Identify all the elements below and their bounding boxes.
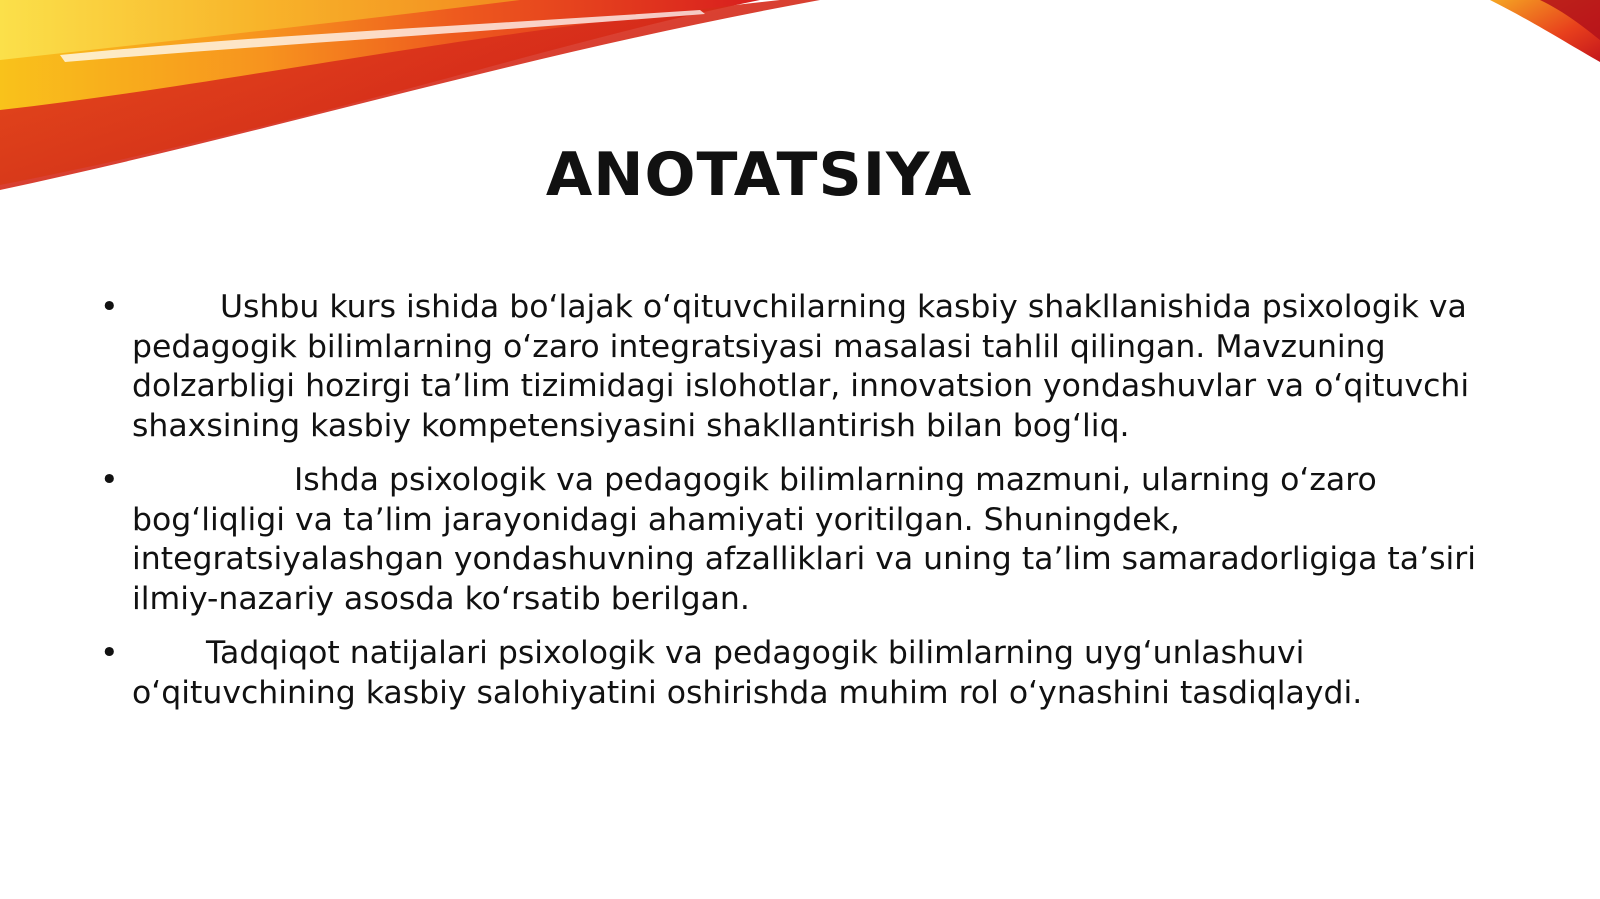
decorative-swoosh-banner: [0, 0, 1600, 260]
bullet-text: Ushbu kurs ishida boʻlajak oʻqituvchilarning kasbiy shakllanishida psixologik va pedagogik bilimlarning oʻzaro integratsiyasi masalasi tahlil qilingan. Mavzuning dolzarbligi hozirgi taʼlim tizimidagi islohotlar, innovatsion yondashuvlar va oʻqituvchi shaxsining kasbiy kompetensiyasini shakllantirish bilan bogʻliq.: [132, 289, 1470, 444]
bullet-text: Ishda psixologik va pedagogik bilimlarning mazmuni, ularning oʻzaro bogʻliqligi va taʼlim jarayonidagi ahamiyati yoritilgan. Shuningdek, integratsiyalashgan yondashuvning afzalliklari va uning taʼlim samaradorligiga taʼsiri ilmiy-nazariy asosda koʻrsatib berilgan.: [132, 462, 1476, 617]
bullet-list: [100, 288, 1500, 728]
bullet-marker: •: [100, 289, 119, 325]
slide-title: ANOTATSIYA: [545, 140, 973, 210]
bullet-item: [100, 288, 1500, 446]
bullet-marker: •: [100, 635, 119, 671]
bullet-text: Tadqiqot natijalari psixologik va pedagogik bilimlarning uygʻunlashuvi oʻqituvchining kasbiy salohiyatini oshirishda muhim rol oʻynashini tasdiqlaydi.: [132, 635, 1363, 711]
bullet-item: [100, 634, 1500, 713]
bullet-marker: •: [100, 462, 119, 498]
bullet-item: [100, 461, 1500, 619]
